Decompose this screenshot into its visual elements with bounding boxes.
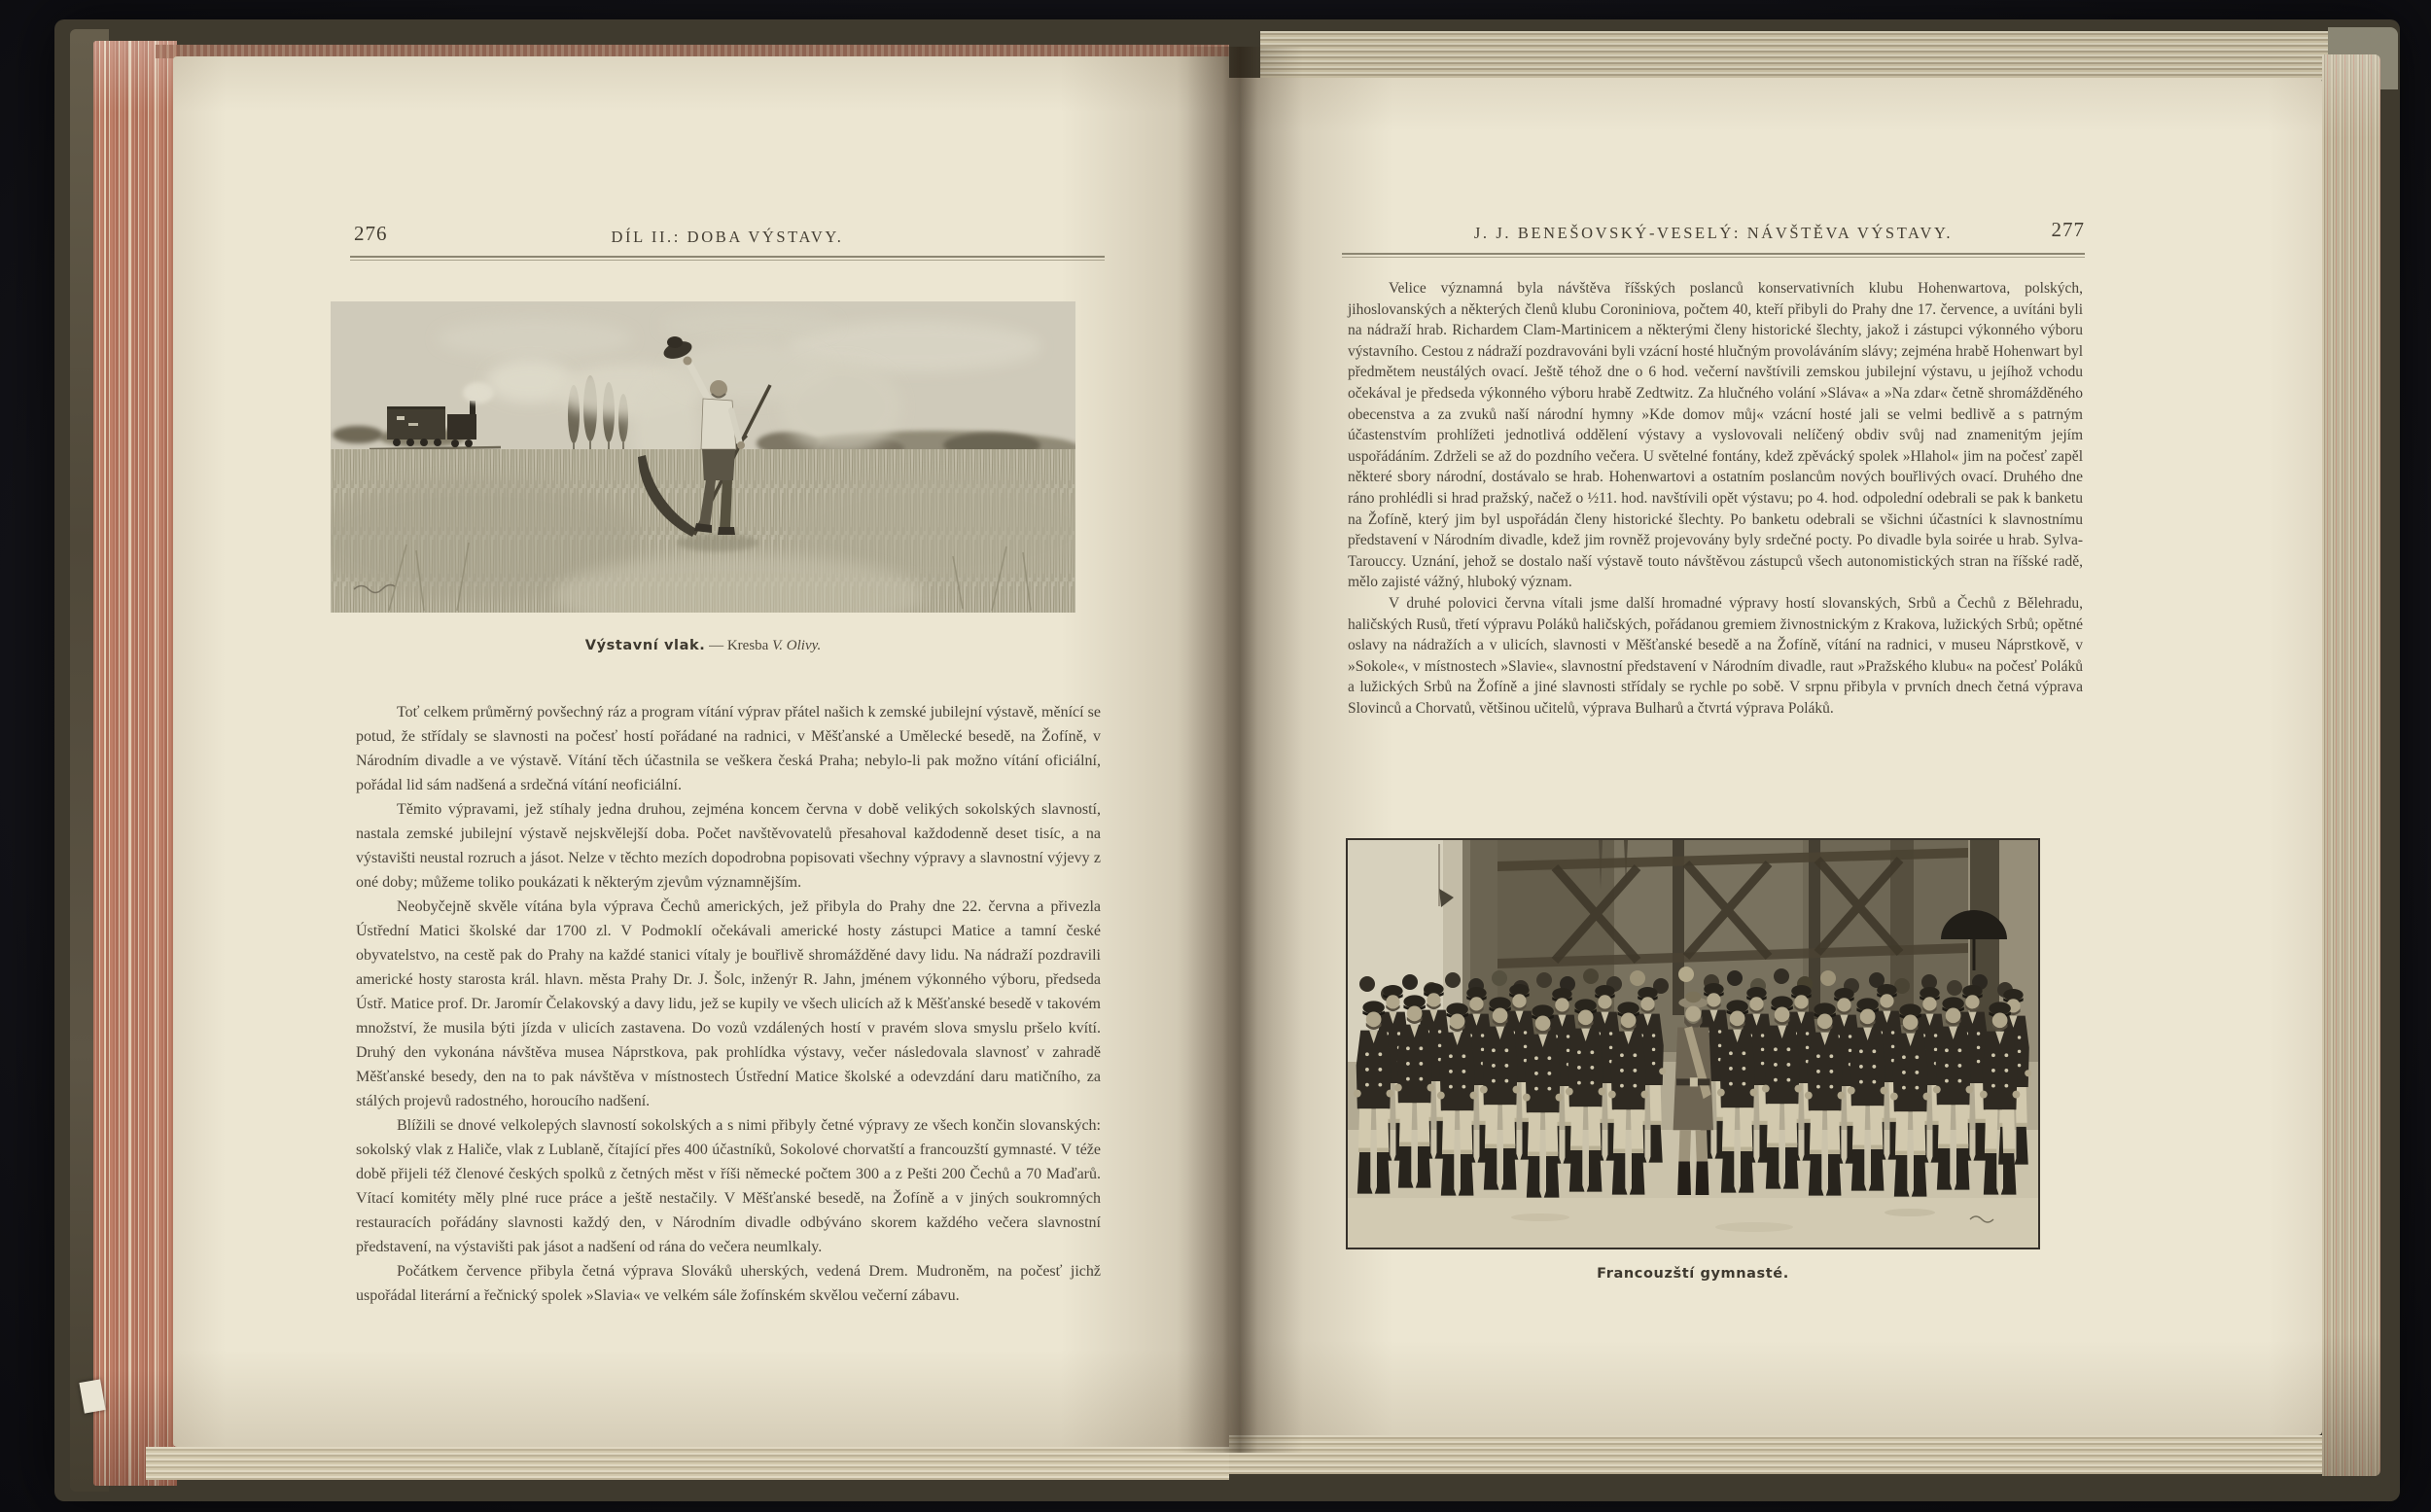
page-stack-top-right xyxy=(1260,31,2328,80)
paragraph: Počátkem července přibyla četná výprava Slováků uherských, vedená Drem. Mudroněm, na počesť jichž uspořádal literární a řečnický spolek »Slavia« ve velkém sále žofínském skvělou večerní zábavu. xyxy=(356,1263,1101,1304)
paragraph: V druhé polovici června vítali jsme další hromadné výpravy hostí slovanských, Srbů a Čechů z Bělehradu, haličských Rusů, třetí výpravu Poláků haličských, pořádanou gremiem živnostnickým z Krakova, lužických Srbů; opětné oslavy na nádražích a v ulicích, slavnosti v Měšťanské besedě a na Žofíně, vítání na radnici, v museu Náprstkově, v »Sokole«, v místnostech »Slavie«, slavnostní představení v Národním divadle, raut »Pražského klubu« na počesť Poláků a lužických Srbů na Žofíně a jiné slavnosti střídaly se rychle po sobě. V srpnu přibyla v prvních dnech četná výprava Slovinců a Chorvatů, většinou učitelů, výprava Bulharů a čtvrtá výprava Poláků. xyxy=(1348,594,2083,717)
gymnasts-photo-image xyxy=(1346,838,2040,1249)
running-head-right: J. J. BENEŠOVSKÝ-VESELÝ: NÁVŠTĚVA VÝSTAVY. xyxy=(1473,224,1954,242)
paragraph: Toť celkem průměrný povšechný ráz a program vítání výprav přátel našich k zemské jubilejní výstavě, měnící se potud, že střídaly se slavnosti na počesť hostí pořádané na radnici, v Měšťanské a Umělecké besedě, na Žofíně, v Národním divadle a ve výstavě. Vítání těch účastnila se veškera česká Praha; nebylo-li pak možno vítání oficiální, pořádal lid sám nadšená a srdečná vítání neoficiální. xyxy=(356,704,1101,793)
folio-right: 277 xyxy=(2051,218,2085,241)
running-head-left: DÍL II.: DOBA VÝSTAVY. xyxy=(611,228,844,246)
paragraph: Těmito výpravami, jež stíhaly jedna druhou, zejména koncem června v době velikých sokolských slavností, nastala zemské jubilejní výstavě nejskvělejší doba. Počet navštěvovatelů přesahoval každodenně deset tisíc, a na výstavišti neustal rozruch a jásot. Nelze v těchto mezích dopodrobna popisovati všechny výpravy a slavnostní výjevy z oné doby; můžeme toliko poukázati k některým zjevům významnějším. xyxy=(356,801,1101,891)
photo-caption-text: Francouzští gymnasté. xyxy=(1597,1266,1789,1282)
figure-caption-credit: — Kresba xyxy=(709,638,769,653)
figure-caption-artist: V. Olivy. xyxy=(772,638,822,653)
page-left xyxy=(173,56,1229,1447)
paragraph: Blížili se dnové velkolepých slavností sokolských a s nimi přibyly četné výpravy ze všech končin slovanských: sokolský vlak z Haliče, vlak z Lublaně, čítající přes 400 účastníků, Sokolové chorvatští a francouzští gymnasté. V téže době přijeli též členové českých spolků z četných měst v říši německé počtem 300 a z Pešti 200 Čechů a 70 Maďarů. Vítací komitéty měly plné ruce práce a ještě nestačily. V Měšťanské besedě, na Žofíně a v jiných soukromných restauracích pořádány slavnosti každý den, v Národním divadle odbýváno skorem každého večera slavnostní představení, na výstavišti pak jásot a nadšení od rána do večera neumlkaly. xyxy=(356,1117,1101,1255)
page-right xyxy=(1229,78,2322,1435)
body-text-left xyxy=(356,700,1101,1308)
page-stack-bottom-right xyxy=(1229,1435,2322,1474)
exhibition-train-drawing xyxy=(331,301,1075,613)
figure-caption-left xyxy=(331,638,1075,654)
figure-caption-title: Výstavní vlak. xyxy=(584,638,706,653)
page-stack-bottom-left xyxy=(146,1447,1229,1480)
paragraph: Neobyčejně skvěle vítána byla výprava Čechů amerických, jež přibyla do Prahy dne 22. června a přivezla Ústřední Matici školské dar 1700 zl. V Podmoklí očekávali americké hosty zástupci Matice a tamní české obyvatelstvo, na cestě pak do Prahy na každé stanici vítaly je bouřlivě shromážděné davy lidu. Na nádraží pozdravili americké hosty starosta král. hlavn. města Prahy Dr. J. Šolc, inženýr R. Jahn, jménem výkonného výboru, předseda Ústř. Matice prof. Dr. Jaromír Čelakovský a davy lidu, jež se kupily ve všech ulicích až k Měšťanské besedě v takovém množství, že musila býti jízda v ulicích zastavena. Do vozů vzdálených hostí v pravém slova smyslu pršelo kvítí. Druhý den vykonána návštěva musea Náprstkova, pak prohlídka výstavy, večer následovala slavnosť v zahradě Měšťanské besedy, den na to pak návštěva v místnostech Ústřední Matice školské a odevzdání daru matičního, za stálých projevů radostného, horoucího nadšení. xyxy=(356,898,1101,1109)
folio-left: 276 xyxy=(354,222,388,245)
head-rule-left xyxy=(350,256,1105,261)
red-page-fore-edge-left xyxy=(93,41,177,1486)
gymnasts-photo-figure xyxy=(1346,838,2040,1249)
photo-caption-right xyxy=(1346,1266,2040,1283)
page-fore-edge-right xyxy=(2322,54,2380,1476)
paragraph: Velice významná byla návštěva říšských poslanců konservativních klubu Hohenwartova, polských, jihoslovanských a některých členů klubu Coroniniova, počtem 40, kteří přibyli do Prahy dne 17. července, a uvítáni byli na nádraží hrab. Richardem Clam-Martinicem a některými členy historické šlechty, jakož i zástupci výkonného výboru výstavního. Cestou z nádraží pozdravováni byli vzácní hosté hlučným provoláváním slávy; zejména hrabě Hohenwart byl předmětem neustálých ovací. Ještě téhož dne o 6 hod. večerní navštívili zemskou jubilejní výstavu, u jejíhož vchodu očekával je předseda výkonného výboru hrabě Zedtwitz. Za hlučného volání »Sláva« a »Na zdar« četně shromážděného obecenstva a za zvuků naší národní hymny »Kde domov můj« vzácní hosté jali se velmi bedlivě a s patrným účastenstvím prohlížeti jednotlivá oddělení výstavy a vyslovovali nelíčený obdiv svůj nad znamenitým jejím uspořádáním. Zdrželi se až do pozdního večera. U světelné fontány, kdež zpěvácký spolek »Hlahol« jim na počesť zapěl některé sbory národní, dostávalo se hrab. Hohenwartovi a ostatním poslancům nových bouřlivých ovací. Druhého dne ráno prohlédli si hrad pražský, načež o ½11. hod. navštívili opět výstavu; po 4. hod. odpolední odebrali se pak k banketu na Žofíně, který jim byl uspořádán členy historické šlechty. Po banketu odebrali se všichni účastníci k slavnostnímu představení v Národním divadle, kdež jim rovněž projevovány byly srdečné pocty. Po divadle byla soirée u hrab. Sylva-Tarouccy. Uznání, jehož se dostalo naší výstavě touto návštěvou zástupců všech autonomistických stran na říšské radě, mělo zajisté vážný, hluboký význam. xyxy=(1348,280,2083,591)
head-rule-right xyxy=(1342,253,2085,258)
exhibition-train-figure xyxy=(331,301,1075,613)
body-text-right xyxy=(1348,278,2083,719)
